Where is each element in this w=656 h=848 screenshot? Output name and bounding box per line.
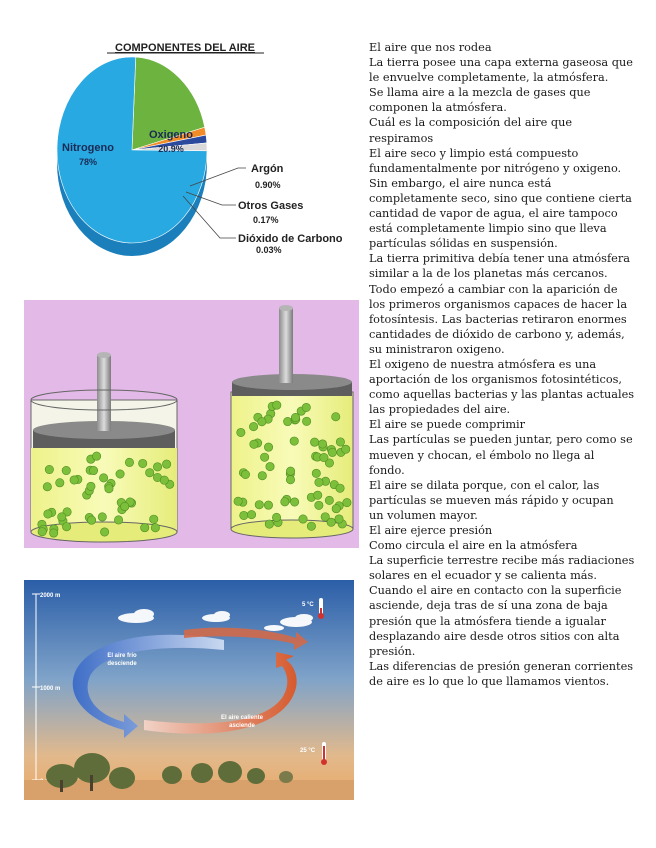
text-line: fondo. [369, 463, 405, 477]
text-line: está completamente limpio sino que lleva [369, 222, 607, 236]
air-particle [273, 401, 281, 409]
text-line: La tierra primitiva debía tener una atmósfera [369, 252, 630, 266]
text-line: respiramos [369, 131, 434, 145]
air-particle [286, 476, 294, 484]
text-line: Se llama aire a la mezcla de gases que [369, 86, 591, 100]
air-particle [49, 529, 57, 537]
label-dioxido-name: Dióxido de Carbono [238, 233, 343, 245]
text-line: presión. [369, 644, 416, 658]
air-particle [258, 472, 266, 480]
text-line: Cuál es la composición del aire que [369, 116, 573, 130]
air-circulation-diagram [24, 580, 354, 800]
air-particle [237, 428, 245, 436]
label-oxigeno-name: Oxigeno [148, 129, 194, 141]
air-particle [336, 484, 344, 492]
air-particle [62, 466, 70, 474]
air-particle [141, 523, 149, 531]
text-line: partículas sólidas en suspensión. [369, 237, 558, 251]
label-otros-value: 0.17% [253, 215, 279, 225]
text-line: presión que la atmósfera tiende a igualar [369, 614, 606, 628]
text-line: La superficie terrestre recibe más radiaciones [369, 554, 635, 568]
air-particle [87, 482, 95, 490]
label-argon-value: 0.90% [255, 180, 281, 190]
air-particle [43, 483, 51, 491]
air-particle [160, 476, 168, 484]
text-line: El oxigeno de nuestra atmósfera es una [369, 357, 597, 371]
article-text [369, 40, 651, 689]
air-particle [38, 528, 46, 536]
text-line: Cuando el aire en contacto con la superficie [369, 584, 622, 598]
air-particle [98, 513, 106, 521]
air-particle [56, 479, 64, 487]
chart-title: COMPONENTES DEL AIRE [115, 42, 255, 54]
air-particle [343, 498, 351, 506]
air-particle [320, 453, 328, 461]
air-particle [151, 524, 159, 532]
air-particle [247, 510, 255, 518]
text-line: un volumen mayor. [369, 508, 478, 522]
text-line: Las partículas se pueden juntar, pero como se [369, 433, 633, 447]
air-particle [241, 470, 249, 478]
air-particle [342, 445, 350, 453]
text-line: desplazando aire desde otros sitios con alta [369, 629, 620, 643]
air-particle [162, 460, 170, 468]
text-line: componen la atmósfera. [369, 101, 507, 115]
air-particle [315, 501, 323, 509]
text-line: partículas se mueven más rápido y ocupan [369, 493, 614, 507]
air-particle [100, 528, 108, 536]
text-line: le envuelve completamente, la atmósfera. [369, 71, 609, 85]
air-particle [291, 413, 299, 421]
air-particle [264, 501, 272, 509]
cold-label-1: El aire frío [107, 653, 137, 659]
text-line: completamente seco, sino que contiene cierta [369, 191, 632, 205]
text-line: fotosíntesis. Las bacterias retiraron enormes [369, 312, 627, 326]
text-line: su ministraron oxigeno. [369, 342, 505, 356]
warm-label-2: asciende [229, 723, 255, 729]
warm-label-1: El aire caliente [220, 715, 264, 721]
air-particle [286, 467, 294, 475]
air-particle [318, 440, 326, 448]
air-particle [99, 474, 107, 482]
air-particle [335, 515, 343, 523]
text-line: El aire se dilata porque, con el calor, las [369, 478, 600, 492]
air-particle [58, 513, 66, 521]
label-argon-name: Argón [251, 163, 284, 175]
text-line: Las diferencias de presión generan corrientes [369, 659, 634, 673]
air-particle [307, 522, 315, 530]
air-particle [265, 520, 273, 528]
air-particle [283, 417, 291, 425]
temp-top: 5 °C [302, 602, 314, 608]
text-line: Todo empezó a cambiar con la aparición de [369, 282, 618, 296]
air-particle [240, 511, 248, 519]
air-particle [44, 510, 52, 518]
air-particle [249, 422, 257, 430]
air-particle [327, 518, 335, 526]
text-line: El aire que nos rodea [369, 41, 492, 54]
air-particle [116, 470, 124, 478]
text-line: cantidad de vapor de agua, el aire tampoco [369, 207, 618, 221]
text-line: similar a la de los planetas más cercanos. [369, 267, 608, 281]
air-particle [70, 476, 78, 484]
text-line: las propiedades del aire. [369, 403, 511, 417]
air-particle [332, 504, 340, 512]
air-particle [260, 453, 268, 461]
air-particle [310, 438, 318, 446]
text-line: aportación de los organismos fotosintéticos, [369, 373, 623, 387]
temp-bottom: 25 °C [300, 748, 316, 754]
text-line: asciende, deja tras de sí una zona de baja [369, 599, 608, 613]
label-otros-name: Otros Gases [238, 200, 304, 212]
air-particle [281, 498, 289, 506]
air-particle [302, 417, 310, 425]
text-line: fundamentalmente por nitrógeno y oxigeno. [369, 161, 622, 175]
air-particle [92, 452, 100, 460]
label-oxigeno-value: 20.9% [158, 144, 184, 154]
text-line: cantidades de dióxido de carbono y, además, [369, 327, 625, 341]
text-line: Como circula el aire en la atmósfera [369, 539, 578, 553]
air-particle [336, 438, 344, 446]
text-line: El aire seco y limpio está compuesto [369, 146, 579, 160]
piston-compression-illustration [24, 300, 359, 548]
air-particle [150, 515, 158, 523]
text-line: El aire se puede comprimir [369, 418, 526, 432]
air-particle [290, 437, 298, 445]
air-particle [62, 523, 70, 531]
text-line: mueven y chocan, el émbolo no llega al [369, 448, 595, 462]
air-particle [266, 462, 274, 470]
cold-label-2: desciende [107, 661, 137, 667]
air-particle [105, 484, 113, 492]
air-particle [89, 466, 97, 474]
air-particle [315, 478, 323, 486]
air-particle [250, 440, 258, 448]
air-particle [302, 403, 310, 411]
air-particle [125, 458, 133, 466]
air-particle [45, 465, 53, 473]
label-nitrogeno-name: Nitrogeno [62, 142, 114, 154]
air-particle [146, 469, 154, 477]
text-line: El aire ejerce presión [369, 524, 493, 537]
text-line: Sin embargo, el aire nunca está [369, 176, 552, 190]
air-particle [87, 516, 95, 524]
air-particle [264, 443, 272, 451]
air-particle [114, 516, 122, 524]
alt-2000: 2000 m [40, 593, 61, 599]
air-particle [313, 491, 321, 499]
air-particle [139, 459, 147, 467]
label-dioxido-value: 0.03% [256, 245, 282, 255]
air-composition-pie-chart [0, 0, 370, 290]
air-particle [299, 515, 307, 523]
air-particle [332, 413, 340, 421]
air-particle [290, 498, 298, 506]
text-line: solares en el ecuador y se calienta más. [369, 569, 597, 583]
air-particle [312, 469, 320, 477]
alt-1000: 1000 m [40, 686, 61, 692]
text-line: los primeros organismos capaces de hacer la [369, 297, 628, 311]
air-particle [255, 500, 263, 508]
air-particle [272, 513, 280, 521]
text-line: de aire es lo que lo que llamamos vientos. [369, 674, 610, 688]
text-line: La tierra posee una capa externa gaseosa que [369, 56, 633, 70]
air-particle [234, 497, 242, 505]
text-line: como aquellas bacterias y las plantas actuales [369, 388, 635, 402]
air-particle [258, 418, 266, 426]
air-particle [328, 448, 336, 456]
air-particle [121, 502, 129, 510]
air-particle [153, 463, 161, 471]
air-particle [325, 496, 333, 504]
label-nitrogeno-value: 78% [78, 157, 98, 167]
